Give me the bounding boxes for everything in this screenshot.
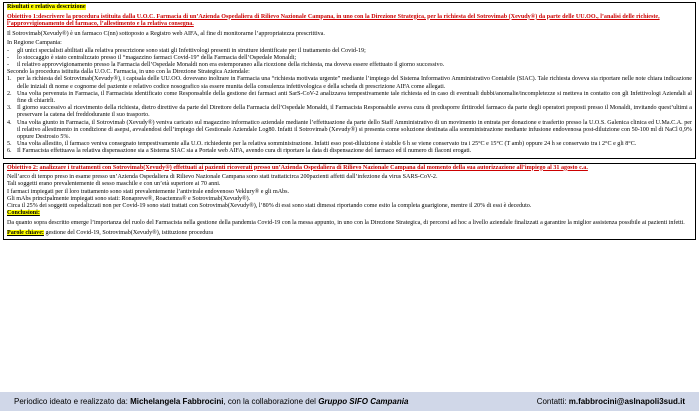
conclusions-text: Da quanto sopra descritto emerge l’importanza del ruolo del Farmacista nella gestione della pandemia Covid-19 con la messa appunto, in uno con la Direzione Strategica, di percorsi ad hoc a livello aziendale finalizzati a garantire la miglior assistenza possibile ai pazienti infetti.: [7, 219, 685, 226]
conclusions-heading: Conclusioni:: [7, 210, 40, 217]
footer-email[interactable]: m.fabbrocini@aslnapoli3sud.it: [568, 397, 685, 406]
stat-line: Nell’arco di tempo preso in esame presso un’Azienda Ospedaliera di Rilievo Nazionale Campana sono stati trattaticirca 200pazienti affetti dall’infezione da virus SARS-CoV-2.: [7, 174, 438, 181]
footer-bar: [0, 392, 699, 411]
objective-1-text: descrivere la procedura istituita dalla U.O.C. Farmacia di un’Azienda Ospedaliera di Rilievo Nazionale Campana, in uno con la Direzione Strategica, per la richiesta del Sotrovimab (Xevudy®) da parte delle UU.OO., l’analisi delle richieste, l’approvvigionamento del farmaco, l’allestimento e la relativa consegna.: [7, 13, 660, 27]
objective-1: [7, 14, 692, 28]
poster-content: [3, 2, 696, 244]
footer-group: Gruppo SIFO Campania: [318, 397, 409, 406]
step-item: 3. Il giorno successivo al ricevimento della richiesta, dietro direttive da parte del Direttore della Farmacia dell’Ospedale Monaldi, il Farmacista Responsabile aveva cura di predisporre ilritirodel farmaco da parte degli operatori preposti presso il Monaldi, invitando quest’ultimi a preservare la catena del freddodurante il suo trasporto.: [7, 105, 692, 119]
results-box: [3, 2, 696, 159]
footer-author: Michelangela Fabbrocini: [130, 397, 224, 406]
objective-2: [7, 165, 692, 172]
bullet-item: - lo stoccaggio è stato centralizzato presso il “magazzino farmaci Covid-19” della Farmacia dell’Ospedale Monaldi;: [7, 54, 297, 61]
footer-credits: Periodico ideato e realizzato da: Michelangela Fabbrocini, con la collaborazione del Gruppo SIFO Campania: [14, 397, 409, 406]
stat-line: I farmaci impiegati per il loro trattamento sono stati prevalentemente l’antivirale endovenoso Veklury® e gli mAbs.: [7, 188, 290, 195]
procedure-intro: Secondo la procedura istituita dalla U.O.C. Farmacia, in uno con la Direzione Strategica Aziendale:: [7, 69, 250, 76]
results-heading: Risultati e relativa descrizione: [7, 4, 86, 10]
objective-2-label: Obiettivo 2:: [7, 164, 38, 171]
intro-paragraph: Il Sotrovimab(Xevudy®) è un farmaco C(nn) sottoposto a Registro web AIFA, al fine di monitorarne l’appropriatezza prescrittiva.: [7, 30, 325, 37]
objective-2-box: [3, 163, 696, 240]
bullet-item: - gli unici specialisti abilitati alla relativa prescrizione sono stati gli Infettivologi presenti in strutture identificate per il trattamento del Covid-19;: [7, 47, 366, 54]
objective-2-text: analizzare i trattamenti con Sotrovimab(Xevudy®) effettuati ai pazienti ricoverati presso un’Azienda Ospedaliera di Rilievo Nazionale Campana dal momento della sua autorizzazione all’impiego al 31 agosto c.a.: [39, 164, 588, 171]
keywords: [7, 230, 692, 237]
step-item: 6. Il Farmacista effettuava la relativa dispensazione sia a Sistema SIAC sia a Portale web AIFA, avendo cura di riportare la data di dispensazione del farmaco ed il numero di flaconi erogati.: [7, 148, 472, 155]
stat-line: Tali soggetti erano prevalentemente di sesso maschile e con un’età superiore ai 70 anni.: [7, 181, 221, 188]
stat-line: Circa il 25% dei soggetti ospedalizzati non per Covid-19 sono stati trattati con Sotrovimab(Xevudy®), l’80% di essi sono stati dimessi riportando come esito la completa guarigione, mentre il 20% di essi è deceduto.: [7, 203, 532, 210]
step-item: 2. Una volta pervenuta in Farmacia, il Farmacista identificato come Responsabile della gestione dei farmaci anti SarS-CoV-2 analizzava tempestivamente tale richiesta ed in caso di eventuali dubbi/anomalie/incompletezze si metteva in contatto con gli Infettivologi Aziendali al fine di chiarirli.: [7, 90, 692, 104]
step-item: 5. Una volta allestito, il farmaco veniva consegnato tempestivamente alla U.O. richiedente per la relativa somministrazione. Infatti esso post-diluizione è stabile 6 h se viene conservato tra i 25°C e 15°C (T amb) oppure 24 h se conservato tra i 2°C e gli 8°C.: [7, 141, 637, 148]
step-item: 1. per la richiesta del Sotrovimab(Xevudy®), i capisala delle UU.OO. dovevano inoltrare in Farmacia una “richiesta motivata urgente” mediante l’impiego del Sistema Informativo Amministrativo Contabile (SIAC). Tale richiesta doveva sia riportare nelle note chiara indicazione delle iniziali di nome e cognome del paziente e relativo codice nosografico sia essere munita della consulenza infettivologica e della scheda di prescrizione AIFA come allegati.: [7, 76, 692, 90]
footer-contacts: Contatti: m.fabbrocini@aslnapoli3sud.it: [536, 397, 685, 406]
bullet-item: - il relativo approvvigionamento presso la Farmacia dell’Ospedale Monaldi non era estemporaneo alla ricezione della richiesta, ma doveva essere effettuato il giorno successivo.: [7, 61, 445, 68]
keywords-label: Parole chiave:: [7, 229, 44, 236]
objective-1-label: Obiettivo 1:: [7, 13, 38, 20]
keywords-text: gestione del Covid-19, Sotrovimab(Xevudy®), istituzione procedura: [45, 229, 214, 236]
step-item: 4. Una volta giunto in Farmacia, il Sotrovimab (Xevudy®) veniva caricato sul magazzino informatico aziendale mediante l’effettuazione da parte dello Staff Amministrativo di un movimento in entrata per donazione e trasferito presso la U.O.S. Galenica clinica ed U.Ma.C.A. per il relativo allestimento in condizione di asepsi, avvalendosi dell’impiego del Gestionale Aziendale Log80. Infatti il Sotrovimab (Xevudy®) si presenta come soluzione destinata alla somministrazione mediante infusione endovenosa post-diluizione con 50-100 ml di NaCl 0,9% oppure Destrosio 5%.: [7, 119, 692, 140]
region-label: In Regione Campania:: [7, 40, 62, 47]
stat-line: Gli mAbs principalmente impiegati sono stati: Ronapreve®, Roactemra® e Sotrovimab(Xevudy®).: [7, 195, 251, 202]
